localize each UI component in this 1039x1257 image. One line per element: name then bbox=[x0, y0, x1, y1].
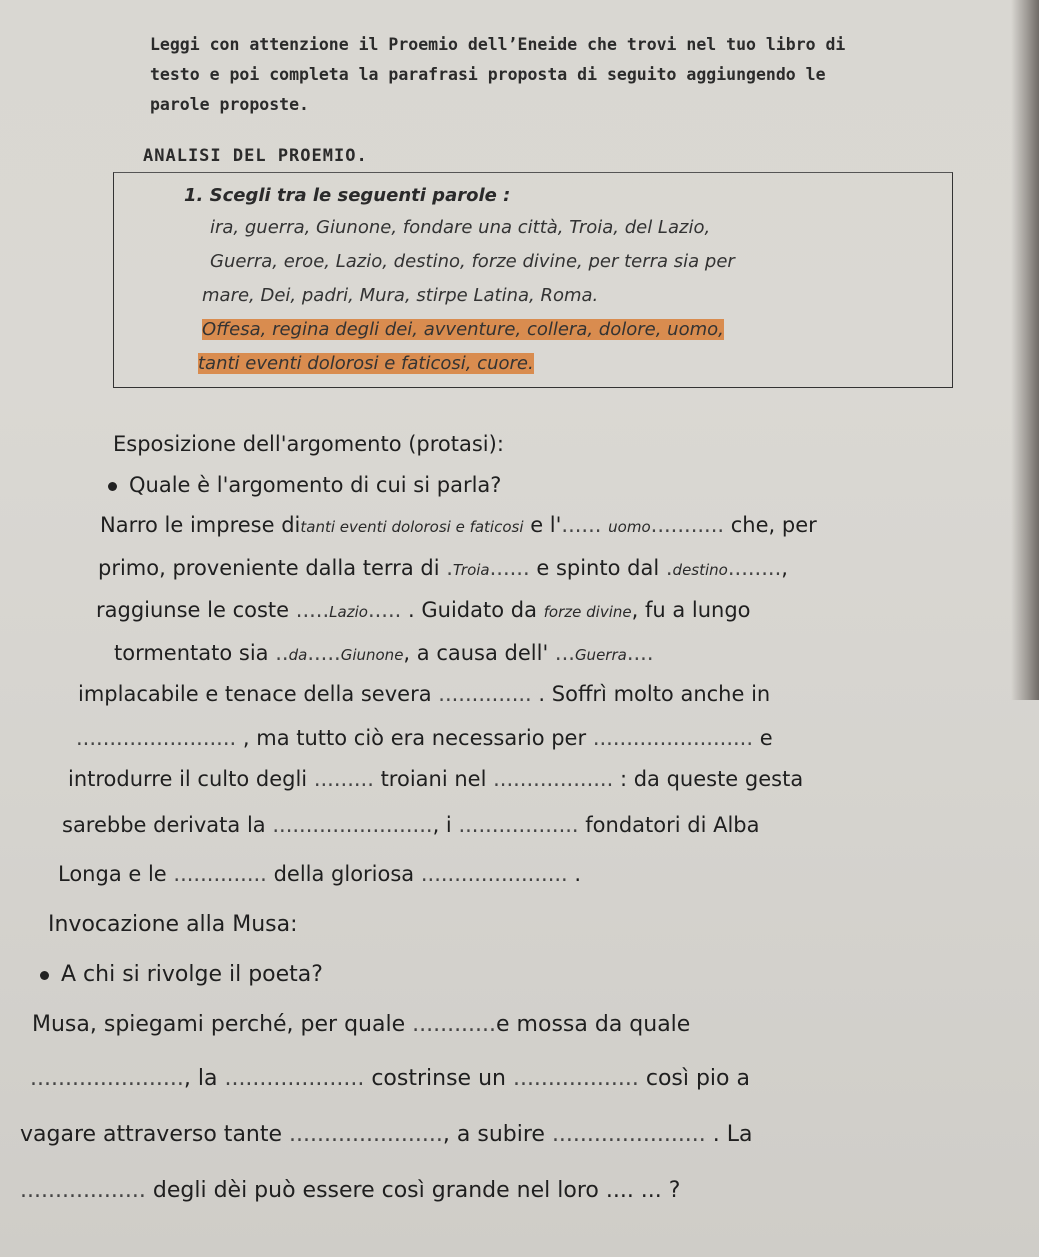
handwritten-answer[interactable]: forze divine bbox=[543, 603, 632, 621]
text: . bbox=[574, 862, 582, 886]
invocazione-line-3: vagare attraverso tante ......................, a subire ...................... . La bbox=[20, 1122, 753, 1147]
text: vagare attraverso tante bbox=[20, 1122, 283, 1147]
text: , a subire bbox=[442, 1122, 545, 1147]
text: Longa e le bbox=[58, 862, 167, 886]
text: degli dèi può essere così grande nel loro .... ... ? bbox=[152, 1178, 681, 1203]
word-bank-line-2: Guerra, eroe, Lazio, destino, forze divine, per terra sia per bbox=[210, 251, 735, 272]
handwritten-answer[interactable]: Guerra bbox=[574, 646, 627, 664]
protasi-line-7: introdurre il culto degli ......... troiani nel .................. : da queste gesta bbox=[68, 767, 804, 791]
text: fondatori di Alba bbox=[585, 813, 760, 837]
handwritten-answer[interactable]: Lazio bbox=[329, 603, 368, 621]
protasi-line-3: raggiunse le coste .....Lazio..... . Guidato da forze divine, fu a lungo bbox=[96, 598, 751, 622]
bullet-icon bbox=[40, 971, 49, 980]
protasi-line-9: Longa e le .............. della gloriosa ...................... . bbox=[58, 862, 582, 886]
word-bank-line-4-highlighted: Offesa, regina degli dei, avventure, collera, dolore, uomo, bbox=[202, 319, 724, 340]
text: così pio a bbox=[645, 1066, 750, 1091]
text: , fu a lungo bbox=[631, 598, 751, 622]
text: introdurre il culto degli bbox=[68, 767, 308, 791]
text: : da queste gesta bbox=[619, 767, 804, 791]
bullet-icon bbox=[108, 482, 117, 491]
word-bank-line-5-highlighted: tanti eventi dolorosi e faticosi, cuore. bbox=[198, 353, 534, 374]
text: raggiunse le coste bbox=[96, 598, 290, 622]
word-bank-line-1: ira, guerra, Giunone, fondare una città, Troia, del Lazio, bbox=[210, 217, 711, 238]
text: costrinse un bbox=[371, 1066, 506, 1091]
text: Narro le imprese di bbox=[100, 513, 301, 537]
protasi-line-8: sarebbe derivata la ........................, i .................. fondatori di Alba bbox=[62, 813, 760, 837]
invocazione-question bbox=[40, 962, 323, 987]
protasi-line-5: implacabile e tenace della severa .............. . Soffrì molto anche in bbox=[78, 682, 771, 706]
text: , la bbox=[183, 1066, 218, 1091]
text: . Soffrì molto anche in bbox=[538, 682, 771, 706]
text: e spinto dal bbox=[536, 556, 660, 580]
text: , a causa dell' bbox=[403, 641, 549, 665]
invocazione-heading: Invocazione alla Musa: bbox=[48, 912, 298, 937]
invocazione-line-2: ......................, la .................... costrinse un .................. così pio a bbox=[30, 1066, 750, 1091]
word-bank-heading: 1. Scegli tra le seguenti parole : bbox=[184, 185, 511, 206]
text: della gloriosa bbox=[273, 862, 415, 886]
protasi-line-1: Narro le imprese ditanti eventi dolorosi e faticosi e l'...... uomo........... che, per bbox=[100, 513, 817, 537]
instructions: Leggi con attenzione il Proemio dell’Eneide che trovi nel tuo libro di testo e poi completa la parafrasi proposta di seguito aggiungendo le parole proposte. bbox=[150, 35, 846, 114]
text: Musa, spiegami perché, per quale bbox=[32, 1012, 406, 1037]
text: troiani nel bbox=[380, 767, 487, 791]
protasi-line-6: ........................ , ma tutto ciò era necessario per ........................ e bbox=[76, 726, 773, 750]
handwritten-answer[interactable]: Troia bbox=[452, 561, 490, 579]
word-bank-line-3: mare, Dei, padri, Mura, stirpe Latina, Roma. bbox=[202, 285, 599, 306]
page-edge-shadow bbox=[1011, 0, 1039, 700]
invocazione-question-text: A chi si rivolge il poeta? bbox=[61, 962, 323, 987]
text: e bbox=[759, 726, 773, 750]
text: . Guidato da bbox=[408, 598, 537, 622]
text: tormentato sia bbox=[114, 641, 269, 665]
text: e mossa da quale bbox=[496, 1012, 691, 1037]
handwritten-answer[interactable]: tanti eventi dolorosi e faticosi bbox=[300, 518, 524, 536]
text: e l' bbox=[530, 513, 562, 537]
protasi-line-2: primo, proveniente dalla terra di .Troia...... e spinto dal .destino........, bbox=[98, 556, 788, 580]
protasi-question bbox=[108, 473, 501, 497]
protasi-question-text: Quale è l'argomento di cui si parla? bbox=[129, 473, 502, 497]
word-bank-box bbox=[113, 172, 953, 388]
text: . La bbox=[712, 1122, 753, 1147]
handwritten-answer[interactable]: uomo bbox=[608, 518, 651, 536]
handwritten-answer[interactable]: Giunone bbox=[340, 646, 404, 664]
text: sarebbe derivata la bbox=[62, 813, 266, 837]
text: che, per bbox=[730, 513, 817, 537]
text: , i bbox=[432, 813, 452, 837]
text: implacabile e tenace della severa bbox=[78, 682, 432, 706]
protasi-heading: Esposizione dell'argomento (protasi): bbox=[113, 432, 504, 456]
text: , bbox=[781, 556, 788, 580]
section-title: ANALISI DEL PROEMIO. bbox=[143, 146, 368, 166]
protasi-line-4: tormentato sia ..da.....Giunone, a causa dell' ...Guerra.... bbox=[114, 641, 654, 665]
text: , ma tutto ciò era necessario per bbox=[242, 726, 587, 750]
invocazione-line-1: Musa, spiegami perché, per quale ............e mossa da quale bbox=[32, 1012, 691, 1037]
invocazione-line-4: .................. degli dèi può essere così grande nel loro .... ... ? bbox=[20, 1178, 681, 1203]
handwritten-answer[interactable]: destino bbox=[672, 561, 728, 579]
text: primo, proveniente dalla terra di bbox=[98, 556, 440, 580]
handwritten-answer[interactable]: da bbox=[288, 646, 308, 664]
